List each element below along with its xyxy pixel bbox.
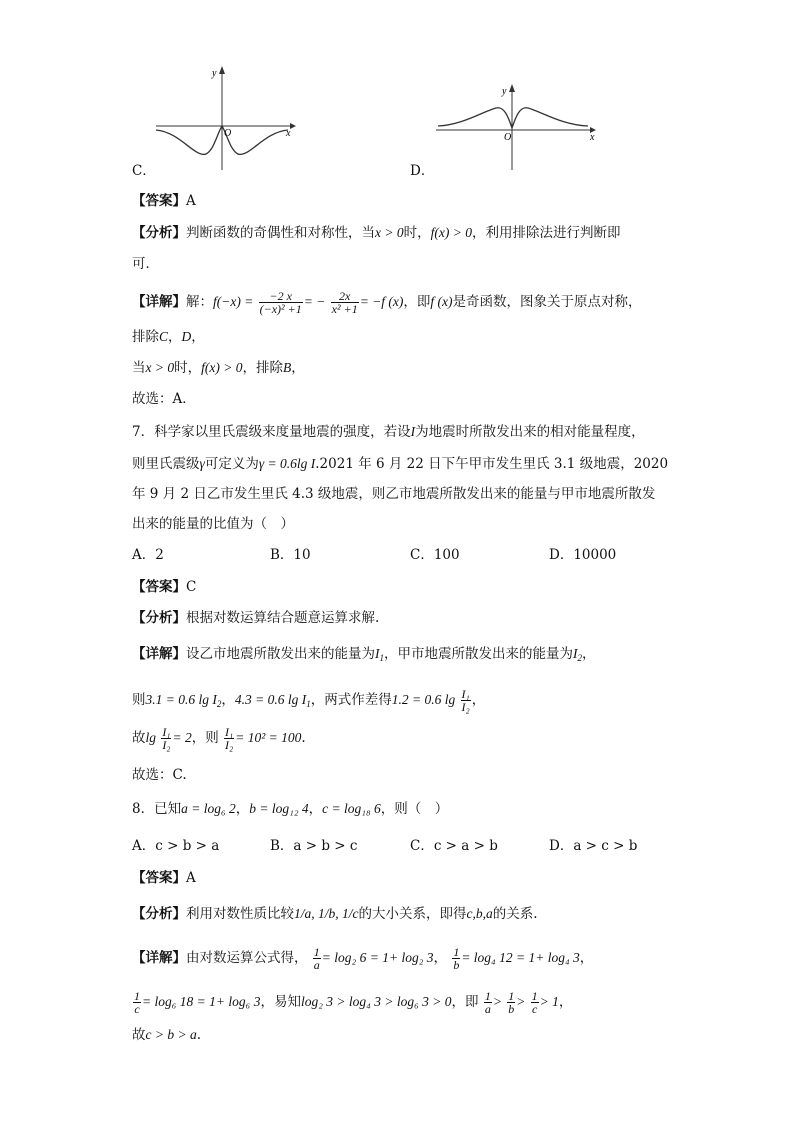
q6-choose: 故选：A． [132, 391, 196, 407]
q6-analysis-line2: 可． [132, 256, 159, 272]
q7-stem-line1: 7．科学家以里氏震级来度量地震的强度，若设I为地震时所散发出来的相对能量程度， [132, 424, 645, 440]
q7-answer: 【答案】C [132, 579, 197, 595]
q8-analysis: 【分析】利用对数性质比较1/a, 1/b, 1/c的大小关系，即得c,b,a的关系. [132, 906, 538, 922]
q7-option-b[interactable]: B．10 [270, 547, 311, 563]
q8-option-b[interactable]: B．a > b > c [270, 838, 358, 854]
q8-answer: 【答案】A [132, 870, 196, 886]
q6-detail-line3: 当x > 0时，f(x) > 0，排除B， [132, 360, 305, 376]
q7-stem-line3: 年 9 月 2 日乙市发生里氏 4.3 级地震，则乙市地震所散发出来的能量与甲市地震所散发 [132, 486, 656, 502]
graph-option-c [150, 58, 300, 173]
curve-d [438, 108, 588, 128]
graph-c-x-label: x [286, 128, 291, 139]
q6-detail-line2: 排除C，D， [132, 329, 205, 345]
q7-detail-line3: 故lg $\frac{\text{I₁}}{\text{I₂}}$ = 2，则 $\frac{\text{I₁}}{\text{I₂}}$ = 10² = 100. [132, 725, 306, 752]
graph-c-option-label: C． [132, 163, 156, 179]
y-axis-arrow [219, 66, 225, 74]
q6-answer: 【答案】A [132, 193, 196, 209]
q8-option-d[interactable]: D．a > c > b [549, 838, 638, 854]
q8-detail-line2: $\frac{1}{c}$ = log₆ 18 = 1+ log₆ 3，易知log₂ 3 > log₄ 3 > log₆ 3 > 0，即 $\frac{1}{a}$ > $\frac{1}{b}$ > $\frac{1}{c}$ > 1， [134, 989, 573, 1016]
graph-d-origin-label: O [504, 132, 512, 143]
q7-option-d[interactable]: D．10000 [549, 547, 617, 563]
q6-detail-line1: 【详解】解：f(−x) = $\frac{-2 x}{\text{(−x)² +1}}$ = − $\frac{2x}{\text{x² +1}}$ = −f (x)，即f (x)是奇函数，图象关于原点对称， [132, 289, 642, 316]
graph-c-y-label: y [212, 68, 217, 79]
graph-option-d [432, 82, 602, 172]
q7-stem-line4: 出来的能量的比值为（ ） [132, 516, 294, 532]
q7-stem-line2: 则里氏震级γ可定义为γ = 0.6lg I.2021 年 6 月 22 日下午甲市发生里氏 3.1 级地震，2020 [132, 456, 669, 472]
q7-choose: 故选：C. [132, 767, 187, 783]
q6-analysis-line1: 【分析】判断函数的奇偶性和对称性，当x > 0时，f(x) > 0，利用排除法进行判断即 [132, 225, 621, 241]
q7-analysis: 【分析】根据对数运算结合题意运算求解. [132, 610, 380, 626]
q7-detail-line2: 则3.1 = 0.6 $\lg I_2$，4.3 = 0.6 $\lg I_1$，两式作差得1.2 = 0.6 lg $\frac{\text{I₁}}{\text{I₂}}$ ， [132, 687, 486, 714]
graph-c-origin-label: O [224, 128, 232, 139]
q7-option-a[interactable]: A．2 [132, 547, 164, 563]
q7-detail-line1: 【详解】设乙市地震所散发出来的能量为$I_1$，甲市地震所散发出来的能量为$I_2$， [132, 646, 596, 663]
q8-option-a[interactable]: A．c > b > a [132, 838, 220, 854]
graph-d-x-label: x [590, 132, 595, 143]
graph-d-y-label: y [502, 86, 507, 97]
graph-d-option-label: D． [410, 163, 435, 179]
q8-stem: 8．已知a = log₆ 2，b = log₁₂ 4，c = log₁₈ 6，则（ ） [132, 801, 449, 817]
q7-option-c[interactable]: C．100 [410, 547, 460, 563]
q8-detail-line3: 故c > b > a. [132, 1027, 202, 1043]
y-axis-arrow [509, 84, 515, 92]
x-axis-arrow [290, 123, 296, 129]
q8-detail-line1: 【详解】由对数运算公式得， $\frac{1}{a}$ = log₂ 6 = 1+ log₂ 3， $\frac{1}{b}$ = log₄ 12 = 1+ log₄ 3， [132, 945, 594, 972]
q8-option-c[interactable]: C．c > a > b [410, 838, 498, 854]
